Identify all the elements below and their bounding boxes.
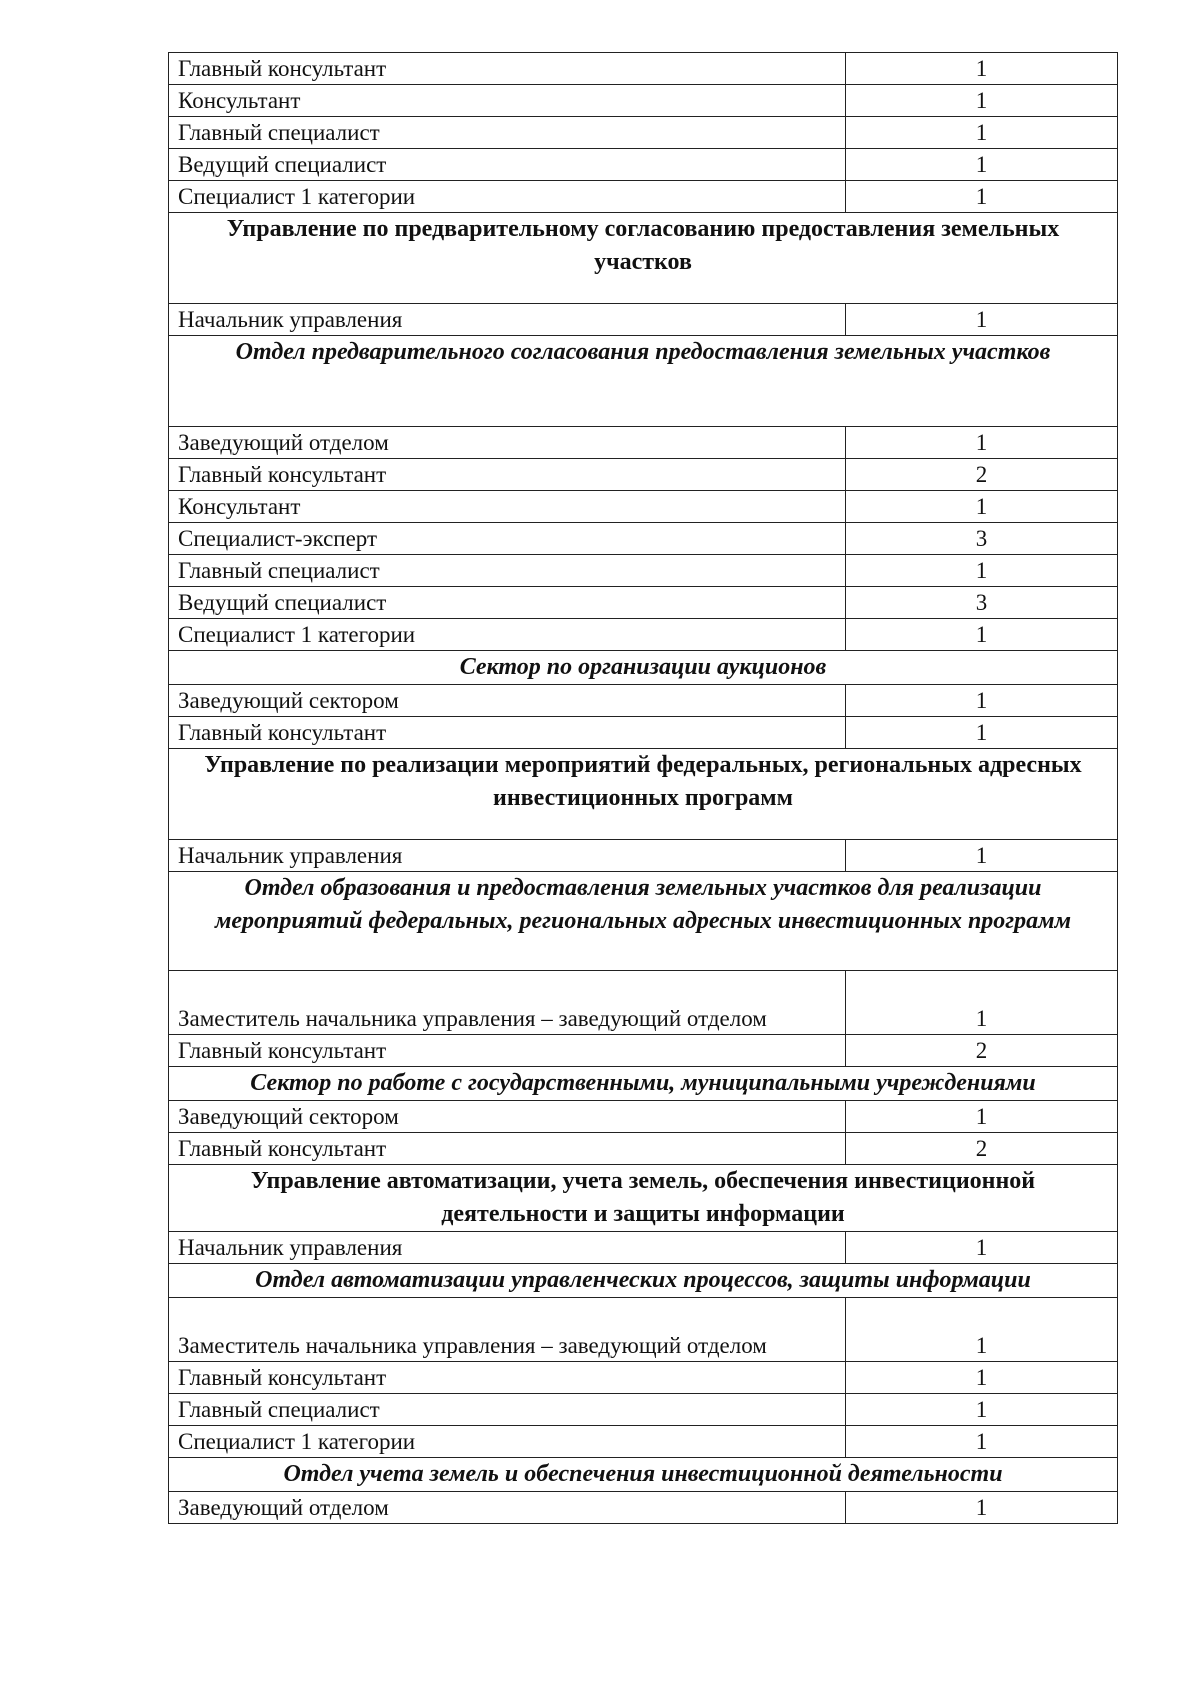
position-count: 1 bbox=[846, 491, 1118, 523]
position-row bbox=[169, 685, 1118, 717]
department-title: Управление по реализации мероприятий федеральных, региональных адресных инвестиционных программ bbox=[169, 749, 1118, 840]
position-row bbox=[169, 1035, 1118, 1067]
position-row bbox=[169, 587, 1118, 619]
position-name: Главный специалист bbox=[169, 555, 846, 587]
position-row bbox=[169, 459, 1118, 491]
position-name: Главный консультант bbox=[169, 1362, 846, 1394]
position-row bbox=[169, 1492, 1118, 1524]
position-row bbox=[169, 53, 1118, 85]
position-name: Заместитель начальника управления – заведующий отделом bbox=[169, 1298, 846, 1362]
section-header-row bbox=[169, 872, 1118, 971]
position-name: Главный консультант bbox=[169, 717, 846, 749]
position-row bbox=[169, 1394, 1118, 1426]
position-count: 1 bbox=[846, 1232, 1118, 1264]
position-row bbox=[169, 840, 1118, 872]
position-row bbox=[169, 117, 1118, 149]
position-row bbox=[169, 149, 1118, 181]
department-header-row bbox=[169, 1165, 1118, 1232]
department-header-row bbox=[169, 213, 1118, 304]
position-name: Начальник управления bbox=[169, 840, 846, 872]
position-count: 1 bbox=[846, 53, 1118, 85]
position-row bbox=[169, 1101, 1118, 1133]
position-row bbox=[169, 1362, 1118, 1394]
position-name: Главный консультант bbox=[169, 1035, 846, 1067]
position-count: 1 bbox=[846, 619, 1118, 651]
position-count: 1 bbox=[846, 427, 1118, 459]
position-count: 1 bbox=[846, 304, 1118, 336]
position-name: Главный консультант bbox=[169, 53, 846, 85]
position-count: 2 bbox=[846, 1133, 1118, 1165]
section-title: Сектор по организации аукционов bbox=[169, 651, 1118, 685]
position-row bbox=[169, 1232, 1118, 1264]
position-count: 1 bbox=[846, 1362, 1118, 1394]
position-row bbox=[169, 1298, 1118, 1362]
position-count: 1 bbox=[846, 685, 1118, 717]
section-title: Отдел предварительного согласования предоставления земельных участков bbox=[169, 336, 1118, 427]
position-count: 2 bbox=[846, 1035, 1118, 1067]
position-count: 3 bbox=[846, 523, 1118, 555]
department-header-row bbox=[169, 749, 1118, 840]
section-title: Сектор по работе с государственными, муниципальными учреждениями bbox=[169, 1067, 1118, 1101]
department-title: Управление автоматизации, учета земель, обеспечения инвестиционной деятельности и защиты информации bbox=[169, 1165, 1118, 1232]
position-row bbox=[169, 971, 1118, 1035]
position-name: Специалист-эксперт bbox=[169, 523, 846, 555]
position-name: Консультант bbox=[169, 85, 846, 117]
position-name: Заместитель начальника управления – заведующий отделом bbox=[169, 971, 846, 1035]
section-header-row bbox=[169, 336, 1118, 427]
position-name: Главный консультант bbox=[169, 1133, 846, 1165]
position-name: Специалист 1 категории bbox=[169, 619, 846, 651]
position-row bbox=[169, 427, 1118, 459]
position-name: Ведущий специалист bbox=[169, 149, 846, 181]
position-name: Консультант bbox=[169, 491, 846, 523]
section-title: Отдел образования и предоставления земельных участков для реализации мероприятий федеральных, региональных адресных инвестиционных программ bbox=[169, 872, 1118, 971]
section-title: Отдел автоматизации управленческих процессов, защиты информации bbox=[169, 1264, 1118, 1298]
position-count: 1 bbox=[846, 181, 1118, 213]
position-count: 1 bbox=[846, 1426, 1118, 1458]
position-name: Начальник управления bbox=[169, 1232, 846, 1264]
section-header-row bbox=[169, 1458, 1118, 1492]
position-row bbox=[169, 304, 1118, 336]
position-name: Заведующий отделом bbox=[169, 1492, 846, 1524]
position-name: Главный специалист bbox=[169, 117, 846, 149]
section-header-row bbox=[169, 651, 1118, 685]
position-name: Заведующий сектором bbox=[169, 685, 846, 717]
position-count: 1 bbox=[846, 717, 1118, 749]
position-count: 2 bbox=[846, 459, 1118, 491]
section-header-row bbox=[169, 1067, 1118, 1101]
position-name: Ведущий специалист bbox=[169, 587, 846, 619]
position-row bbox=[169, 85, 1118, 117]
position-name: Заведующий отделом bbox=[169, 427, 846, 459]
position-count: 1 bbox=[846, 1101, 1118, 1133]
position-name: Заведующий сектором bbox=[169, 1101, 846, 1133]
position-count: 1 bbox=[846, 555, 1118, 587]
position-row bbox=[169, 1426, 1118, 1458]
staffing-table bbox=[168, 52, 1118, 1524]
section-header-row bbox=[169, 1264, 1118, 1298]
position-count: 1 bbox=[846, 971, 1118, 1035]
position-name: Главный консультант bbox=[169, 459, 846, 491]
position-row bbox=[169, 491, 1118, 523]
position-row bbox=[169, 555, 1118, 587]
position-count: 1 bbox=[846, 1298, 1118, 1362]
position-name: Начальник управления bbox=[169, 304, 846, 336]
position-count: 1 bbox=[846, 149, 1118, 181]
position-row bbox=[169, 1133, 1118, 1165]
position-name: Специалист 1 категории bbox=[169, 181, 846, 213]
position-count: 1 bbox=[846, 85, 1118, 117]
position-row bbox=[169, 523, 1118, 555]
position-count: 1 bbox=[846, 840, 1118, 872]
position-count: 3 bbox=[846, 587, 1118, 619]
position-row bbox=[169, 717, 1118, 749]
position-name: Специалист 1 категории bbox=[169, 1426, 846, 1458]
position-name: Главный специалист bbox=[169, 1394, 846, 1426]
position-count: 1 bbox=[846, 1394, 1118, 1426]
section-title: Отдел учета земель и обеспечения инвестиционной деятельности bbox=[169, 1458, 1118, 1492]
department-title: Управление по предварительному согласованию предоставления земельных участков bbox=[169, 213, 1118, 304]
position-count: 1 bbox=[846, 117, 1118, 149]
position-row bbox=[169, 619, 1118, 651]
position-row bbox=[169, 181, 1118, 213]
position-count: 1 bbox=[846, 1492, 1118, 1524]
